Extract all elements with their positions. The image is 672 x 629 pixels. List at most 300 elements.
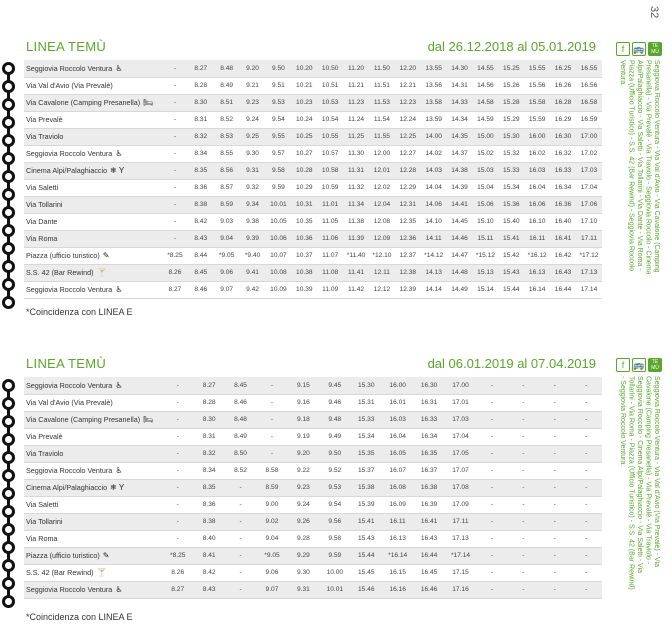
departure-time: 16.38 bbox=[413, 479, 444, 496]
departure-time: 16.59 bbox=[576, 111, 602, 128]
stop-amenity-icon: ♿ bbox=[115, 149, 123, 158]
departure-time: - bbox=[570, 394, 602, 411]
departure-time: 11.41 bbox=[343, 264, 369, 281]
stop-name bbox=[24, 496, 162, 513]
departure-time: *8.25 bbox=[162, 247, 188, 264]
departure-time: *9.40 bbox=[240, 247, 266, 264]
table-row bbox=[24, 111, 602, 128]
table-row bbox=[24, 394, 602, 411]
bus-icon: 🚌 bbox=[633, 44, 645, 54]
departure-time: 14.41 bbox=[447, 196, 473, 213]
stop-dot bbox=[2, 224, 15, 237]
departure-time: - bbox=[476, 496, 507, 513]
departure-time: 14.46 bbox=[447, 230, 473, 247]
stop-label: Piazza (ufficio turistico) bbox=[26, 551, 100, 560]
departure-time: 14.49 bbox=[447, 281, 473, 298]
departure-time: 17.10 bbox=[576, 213, 602, 230]
departure-time: - bbox=[162, 479, 193, 496]
timetable-section-2 bbox=[0, 353, 616, 622]
departure-time: 16.13 bbox=[524, 264, 550, 281]
departure-time: 16.25 bbox=[550, 60, 576, 77]
table-row bbox=[24, 445, 602, 462]
departure-time: 14.59 bbox=[473, 111, 499, 128]
departure-time: 11.06 bbox=[317, 230, 343, 247]
departure-time: 17.04 bbox=[576, 179, 602, 196]
departure-time: 8.42 bbox=[188, 213, 214, 230]
departure-time: 14.55 bbox=[473, 60, 499, 77]
stop-amenity-icon: 🛏 bbox=[143, 98, 154, 107]
departure-time: 16.15 bbox=[382, 564, 413, 581]
departure-time: 16.33 bbox=[550, 162, 576, 179]
stop-dot bbox=[2, 451, 15, 464]
stop-label: Seggiovia Roccolo Ventura bbox=[26, 380, 113, 390]
departure-time: 9.50 bbox=[266, 60, 292, 77]
stop-label: Via Traviolo bbox=[26, 132, 64, 141]
departure-time: - bbox=[508, 530, 539, 547]
table-row bbox=[24, 581, 602, 598]
departure-time: 10.27 bbox=[291, 145, 317, 162]
departure-time: 10.07 bbox=[266, 247, 292, 264]
stop-dot bbox=[2, 278, 15, 291]
departure-time: 15.02 bbox=[473, 145, 499, 162]
departure-time: 8.46 bbox=[225, 394, 256, 411]
departure-time: 9.20 bbox=[240, 60, 266, 77]
departure-time: 14.02 bbox=[421, 145, 447, 162]
departure-time: 16.37 bbox=[413, 462, 444, 479]
departure-time: 11.23 bbox=[343, 94, 369, 111]
departure-time: 11.39 bbox=[343, 230, 369, 247]
departure-time: - bbox=[539, 428, 570, 445]
departure-time: 8.30 bbox=[193, 411, 224, 428]
departure-time: 15.10 bbox=[473, 213, 499, 230]
departure-time: - bbox=[225, 564, 256, 581]
stop-amenity-icon: 🛏 bbox=[143, 415, 154, 424]
departure-time: *11.40 bbox=[343, 247, 369, 264]
departure-time: 10.01 bbox=[319, 581, 350, 598]
departure-time: 16.03 bbox=[382, 411, 413, 428]
departure-time: - bbox=[570, 530, 602, 547]
departure-time: 16.44 bbox=[550, 281, 576, 298]
departure-time: 12.02 bbox=[369, 179, 395, 196]
departure-time: - bbox=[476, 445, 507, 462]
departure-time: 12.27 bbox=[395, 145, 421, 162]
departure-time: - bbox=[476, 564, 507, 581]
stop-label: Seggiovia Roccolo Ventura bbox=[26, 285, 113, 294]
departure-time: 8.35 bbox=[188, 162, 214, 179]
departure-time: 15.34 bbox=[498, 179, 524, 196]
stop-name bbox=[24, 60, 162, 77]
departure-time: 15.44 bbox=[498, 281, 524, 298]
stop-dot bbox=[2, 98, 15, 111]
departure-time: 16.02 bbox=[524, 145, 550, 162]
stop-name bbox=[24, 145, 162, 162]
departure-time: - bbox=[570, 377, 602, 394]
departure-time: 17.15 bbox=[445, 564, 476, 581]
departure-time: 16.01 bbox=[382, 394, 413, 411]
departure-time: 9.02 bbox=[256, 513, 287, 530]
departure-time: 17.13 bbox=[445, 530, 476, 547]
departure-time: 8.27 bbox=[162, 281, 188, 298]
departure-time: 9.30 bbox=[288, 564, 319, 581]
departure-time: 15.56 bbox=[524, 77, 550, 94]
departure-time: - bbox=[476, 428, 507, 445]
table-row bbox=[24, 377, 602, 394]
departure-time: 10.23 bbox=[291, 94, 317, 111]
stop-label: Via Roma bbox=[26, 234, 58, 243]
departure-time: 8.27 bbox=[188, 60, 214, 77]
departure-time: - bbox=[508, 445, 539, 462]
table-row bbox=[24, 230, 602, 247]
departure-time: 8.38 bbox=[188, 196, 214, 213]
departure-time: 8.58 bbox=[256, 462, 287, 479]
departure-time: 15.40 bbox=[498, 213, 524, 230]
departure-time: 11.50 bbox=[369, 60, 395, 77]
temu-logo-icon: TE MÙ bbox=[648, 42, 662, 56]
departure-time: 14.10 bbox=[421, 213, 447, 230]
stop-label: Cinema Alpi/Palaghiaccio bbox=[26, 166, 108, 175]
departure-time: - bbox=[162, 94, 188, 111]
departure-time: 14.33 bbox=[447, 94, 473, 111]
departure-time: 15.33 bbox=[498, 162, 524, 179]
departure-time: 12.38 bbox=[395, 264, 421, 281]
departure-time: 12.37 bbox=[395, 247, 421, 264]
departure-time: - bbox=[225, 547, 256, 564]
stop-dot bbox=[2, 559, 15, 572]
stop-amenity-icon: ✎ bbox=[102, 551, 110, 560]
departure-time: 17.04 bbox=[445, 428, 476, 445]
departure-time: *17.14 bbox=[445, 547, 476, 564]
departure-time: 12.08 bbox=[369, 213, 395, 230]
departure-time: 16.16 bbox=[382, 581, 413, 598]
departure-time: - bbox=[570, 581, 602, 598]
route-description: Seggiovia Roccolo Ventura - Via Val d'Avio - Via Cavalone (Camping Presanella) - Via Prevalè - Via Traviolo - Seggiovia Roccolo - Cinema Alpi/Palaghiaccio - Via Saletti - Via Tollarini - Via Dante - Via Roma - Piazza (Ufficio Turistico) - S.S. 42 (Bar Rewind) - Seggiovia Roccolo Ventura. bbox=[619, 60, 660, 275]
stop-label: Via Saletti bbox=[26, 183, 59, 192]
departure-time: 17.07 bbox=[445, 462, 476, 479]
departure-time: 17.11 bbox=[445, 513, 476, 530]
departure-time: 15.00 bbox=[473, 128, 499, 145]
departure-time: 16.42 bbox=[550, 247, 576, 264]
stop-dot bbox=[2, 296, 15, 309]
departure-time: 9.46 bbox=[319, 394, 350, 411]
stop-amenity-icon: ♿ bbox=[115, 466, 123, 475]
departure-time: - bbox=[225, 496, 256, 513]
info-icon: f bbox=[616, 42, 630, 56]
departure-time: - bbox=[256, 428, 287, 445]
departure-time: 9.58 bbox=[266, 162, 292, 179]
stop-dot bbox=[2, 595, 15, 608]
departure-time: 9.15 bbox=[288, 377, 319, 394]
departure-time: 14.56 bbox=[473, 77, 499, 94]
departure-time: 8.28 bbox=[188, 77, 214, 94]
departure-time: 10.31 bbox=[291, 196, 317, 213]
departure-time: 17.03 bbox=[445, 411, 476, 428]
departure-time: 14.58 bbox=[473, 94, 499, 111]
departure-time: - bbox=[476, 411, 507, 428]
departure-time: 8.45 bbox=[188, 264, 214, 281]
departure-time: - bbox=[162, 496, 193, 513]
departure-time: 8.34 bbox=[193, 462, 224, 479]
departure-time: 11.30 bbox=[343, 145, 369, 162]
departure-time: 10.29 bbox=[291, 179, 317, 196]
departure-time: 16.36 bbox=[550, 196, 576, 213]
line-title: LINEA TEMÙ bbox=[26, 356, 107, 371]
departure-time: *17.12 bbox=[576, 247, 602, 264]
stop-amenity-icon: ❄ Y bbox=[110, 483, 125, 492]
departure-time: 12.04 bbox=[369, 196, 395, 213]
departure-time: 9.29 bbox=[288, 547, 319, 564]
footnote: *Coincidenza con LINEA E bbox=[26, 307, 133, 317]
departure-time: 9.53 bbox=[319, 479, 350, 496]
stop-name bbox=[24, 77, 162, 94]
departure-time: 9.34 bbox=[240, 196, 266, 213]
departure-time: 14.45 bbox=[447, 213, 473, 230]
departure-time: 15.45 bbox=[351, 564, 382, 581]
stop-label: Seggiovia Roccolo Ventura bbox=[26, 149, 113, 158]
stop-label: Cinema Alpi/Palaghiaccio bbox=[26, 483, 108, 492]
departure-time: 14.14 bbox=[421, 281, 447, 298]
table-row bbox=[24, 162, 602, 179]
departure-time: 15.04 bbox=[473, 179, 499, 196]
stop-name bbox=[24, 111, 162, 128]
footnote: *Coincidenza con LINEA E bbox=[26, 612, 133, 622]
departure-time: 10.24 bbox=[291, 111, 317, 128]
departure-time: 16.41 bbox=[413, 513, 444, 530]
table-row bbox=[24, 264, 602, 281]
departure-time: 8.34 bbox=[188, 145, 214, 162]
departure-time: - bbox=[539, 394, 570, 411]
table-row bbox=[24, 462, 602, 479]
departure-time: *14.12 bbox=[421, 247, 447, 264]
departure-time: 12.01 bbox=[369, 162, 395, 179]
departure-time: - bbox=[162, 530, 193, 547]
departure-time: 15.43 bbox=[351, 530, 382, 547]
departure-time: 8.31 bbox=[193, 428, 224, 445]
departure-time: 9.24 bbox=[288, 496, 319, 513]
departure-time: 12.12 bbox=[369, 281, 395, 298]
departure-time: 11.21 bbox=[343, 77, 369, 94]
departure-time: 9.04 bbox=[256, 530, 287, 547]
stop-name bbox=[24, 94, 162, 111]
departure-time: 9.18 bbox=[288, 411, 319, 428]
departure-time: 12.09 bbox=[369, 230, 395, 247]
departure-time: 16.04 bbox=[382, 428, 413, 445]
departure-time: - bbox=[570, 411, 602, 428]
departure-time: 16.04 bbox=[524, 179, 550, 196]
table-row bbox=[24, 496, 602, 513]
departure-time: 14.13 bbox=[421, 264, 447, 281]
table-row bbox=[24, 77, 602, 94]
departure-time: - bbox=[508, 479, 539, 496]
departure-time: 8.36 bbox=[188, 179, 214, 196]
departure-time: 10.06 bbox=[266, 230, 292, 247]
departure-time: 8.43 bbox=[193, 581, 224, 598]
stop-name bbox=[24, 394, 162, 411]
departure-time: 16.03 bbox=[524, 162, 550, 179]
departure-time: 8.56 bbox=[214, 162, 240, 179]
departure-time: 9.57 bbox=[266, 145, 292, 162]
departure-time: - bbox=[476, 581, 507, 598]
departure-time: 11.07 bbox=[317, 247, 343, 264]
departure-time: - bbox=[225, 530, 256, 547]
departure-time: 15.06 bbox=[473, 196, 499, 213]
departure-time: 9.41 bbox=[240, 264, 266, 281]
departure-time: 16.11 bbox=[382, 513, 413, 530]
departure-time: 9.26 bbox=[288, 513, 319, 530]
departure-time: - bbox=[256, 394, 287, 411]
stop-name bbox=[24, 196, 162, 213]
departure-time: - bbox=[539, 377, 570, 394]
stop-amenity-icon: ✎ bbox=[102, 251, 110, 260]
departure-time: - bbox=[162, 213, 188, 230]
departure-time: 11.08 bbox=[317, 264, 343, 281]
departure-time: 15.46 bbox=[351, 581, 382, 598]
departure-time: 12.25 bbox=[395, 128, 421, 145]
departure-time: 16.41 bbox=[550, 230, 576, 247]
departure-time: 10.35 bbox=[291, 213, 317, 230]
stop-dot bbox=[2, 379, 15, 392]
stop-label: Via Saletti bbox=[26, 500, 59, 509]
stop-dot bbox=[2, 469, 15, 482]
stop-amenity-icon: ♿ bbox=[115, 585, 123, 594]
stop-name bbox=[24, 179, 162, 196]
departure-time: 8.30 bbox=[188, 94, 214, 111]
stop-name bbox=[24, 377, 162, 394]
departure-time: 15.39 bbox=[351, 496, 382, 513]
departure-time: - bbox=[508, 547, 539, 564]
temu-logo-icon: TE MÙ bbox=[648, 358, 662, 372]
stop-name bbox=[24, 530, 162, 547]
departure-time: 10.50 bbox=[317, 60, 343, 77]
table-row bbox=[24, 128, 602, 145]
departure-time: - bbox=[162, 513, 193, 530]
departure-time: 9.07 bbox=[214, 281, 240, 298]
departure-time: 16.30 bbox=[550, 128, 576, 145]
departure-time: 14.38 bbox=[447, 162, 473, 179]
departure-time: - bbox=[508, 411, 539, 428]
departure-time: 14.39 bbox=[447, 179, 473, 196]
departure-time: - bbox=[539, 547, 570, 564]
departure-time: 9.00 bbox=[256, 496, 287, 513]
departure-time: 13.59 bbox=[421, 111, 447, 128]
departure-time: - bbox=[570, 445, 602, 462]
departure-time: 12.31 bbox=[395, 196, 421, 213]
stop-label: Via Dante bbox=[26, 217, 58, 226]
departure-time: 14.11 bbox=[421, 230, 447, 247]
departure-time: 11.05 bbox=[317, 213, 343, 230]
departure-time: 9.59 bbox=[319, 547, 350, 564]
departure-time: - bbox=[539, 564, 570, 581]
departure-time: - bbox=[508, 428, 539, 445]
departure-time: 8.26 bbox=[162, 564, 193, 581]
departure-time: 8.35 bbox=[193, 479, 224, 496]
departure-time: 15.29 bbox=[498, 111, 524, 128]
departure-time: 14.03 bbox=[421, 162, 447, 179]
departure-time: 10.59 bbox=[317, 179, 343, 196]
departure-time: 15.03 bbox=[473, 162, 499, 179]
table-row bbox=[24, 145, 602, 162]
departure-time: 14.48 bbox=[447, 264, 473, 281]
departure-time: 12.28 bbox=[395, 162, 421, 179]
departure-time: 15.33 bbox=[351, 411, 382, 428]
departure-time: 17.08 bbox=[445, 479, 476, 496]
departure-time: - bbox=[570, 428, 602, 445]
table-row bbox=[24, 479, 602, 496]
departure-time: *9.05 bbox=[214, 247, 240, 264]
departure-time: 10.20 bbox=[291, 60, 317, 77]
departure-time: 15.30 bbox=[498, 128, 524, 145]
departure-time: 16.44 bbox=[413, 547, 444, 564]
departure-time: 17.06 bbox=[576, 196, 602, 213]
departure-time: 14.00 bbox=[421, 128, 447, 145]
departure-time: - bbox=[508, 394, 539, 411]
page-number: 32 bbox=[648, 6, 660, 19]
table-row bbox=[24, 530, 602, 547]
departure-time: 8.28 bbox=[193, 394, 224, 411]
departure-time: - bbox=[476, 462, 507, 479]
departure-time: 10.54 bbox=[317, 111, 343, 128]
departure-time: - bbox=[162, 111, 188, 128]
departure-time: - bbox=[539, 513, 570, 530]
stop-amenity-icon: 🍸 bbox=[96, 568, 107, 577]
departure-time: - bbox=[539, 496, 570, 513]
departure-time: - bbox=[162, 445, 193, 462]
departure-time: 9.51 bbox=[266, 77, 292, 94]
departure-time: 16.30 bbox=[413, 377, 444, 394]
departure-time: - bbox=[539, 581, 570, 598]
stop-label: Via Roma bbox=[26, 534, 58, 543]
departure-time: 16.32 bbox=[550, 145, 576, 162]
timetable-section-1 bbox=[0, 36, 616, 317]
departure-time: - bbox=[162, 128, 188, 145]
stop-label: Via Traviolo bbox=[26, 449, 64, 458]
departure-time: - bbox=[570, 513, 602, 530]
departure-time: 16.43 bbox=[550, 264, 576, 281]
departure-time: 17.13 bbox=[576, 264, 602, 281]
departure-time: - bbox=[162, 377, 193, 394]
departure-time: 9.50 bbox=[319, 445, 350, 462]
stop-label: Seggiovia Roccolo Ventura bbox=[26, 466, 113, 475]
departure-time: 9.19 bbox=[288, 428, 319, 445]
departure-time: 9.23 bbox=[288, 479, 319, 496]
departure-time: 16.35 bbox=[413, 445, 444, 462]
stop-label: Via Cavalone (Camping Presanella) bbox=[26, 415, 141, 424]
departure-time: - bbox=[162, 428, 193, 445]
stop-name bbox=[24, 213, 162, 230]
departure-time: 8.50 bbox=[225, 445, 256, 462]
table-row bbox=[24, 94, 602, 111]
departure-time: 15.44 bbox=[351, 547, 382, 564]
departure-time: 8.52 bbox=[225, 462, 256, 479]
stop-dot bbox=[2, 152, 15, 165]
stop-amenity-icon: 🍸 bbox=[96, 268, 107, 277]
departure-time: 10.57 bbox=[317, 145, 343, 162]
departure-time: - bbox=[476, 530, 507, 547]
stop-label: Via Val d'Avio (Via Prevalè) bbox=[26, 81, 113, 90]
departure-time: *16.14 bbox=[382, 547, 413, 564]
departure-time: - bbox=[508, 581, 539, 598]
stop-label: Piazza (ufficio turistico) bbox=[26, 251, 100, 260]
departure-time: 9.49 bbox=[319, 428, 350, 445]
departure-time: 9.56 bbox=[319, 513, 350, 530]
departure-time: 16.56 bbox=[576, 77, 602, 94]
departure-time: 15.38 bbox=[351, 479, 382, 496]
departure-time: 12.29 bbox=[395, 179, 421, 196]
departure-time: - bbox=[225, 581, 256, 598]
departure-time: 16.34 bbox=[550, 179, 576, 196]
departure-time: 8.38 bbox=[193, 513, 224, 530]
timetable bbox=[24, 377, 602, 599]
departure-time: 10.05 bbox=[266, 213, 292, 230]
